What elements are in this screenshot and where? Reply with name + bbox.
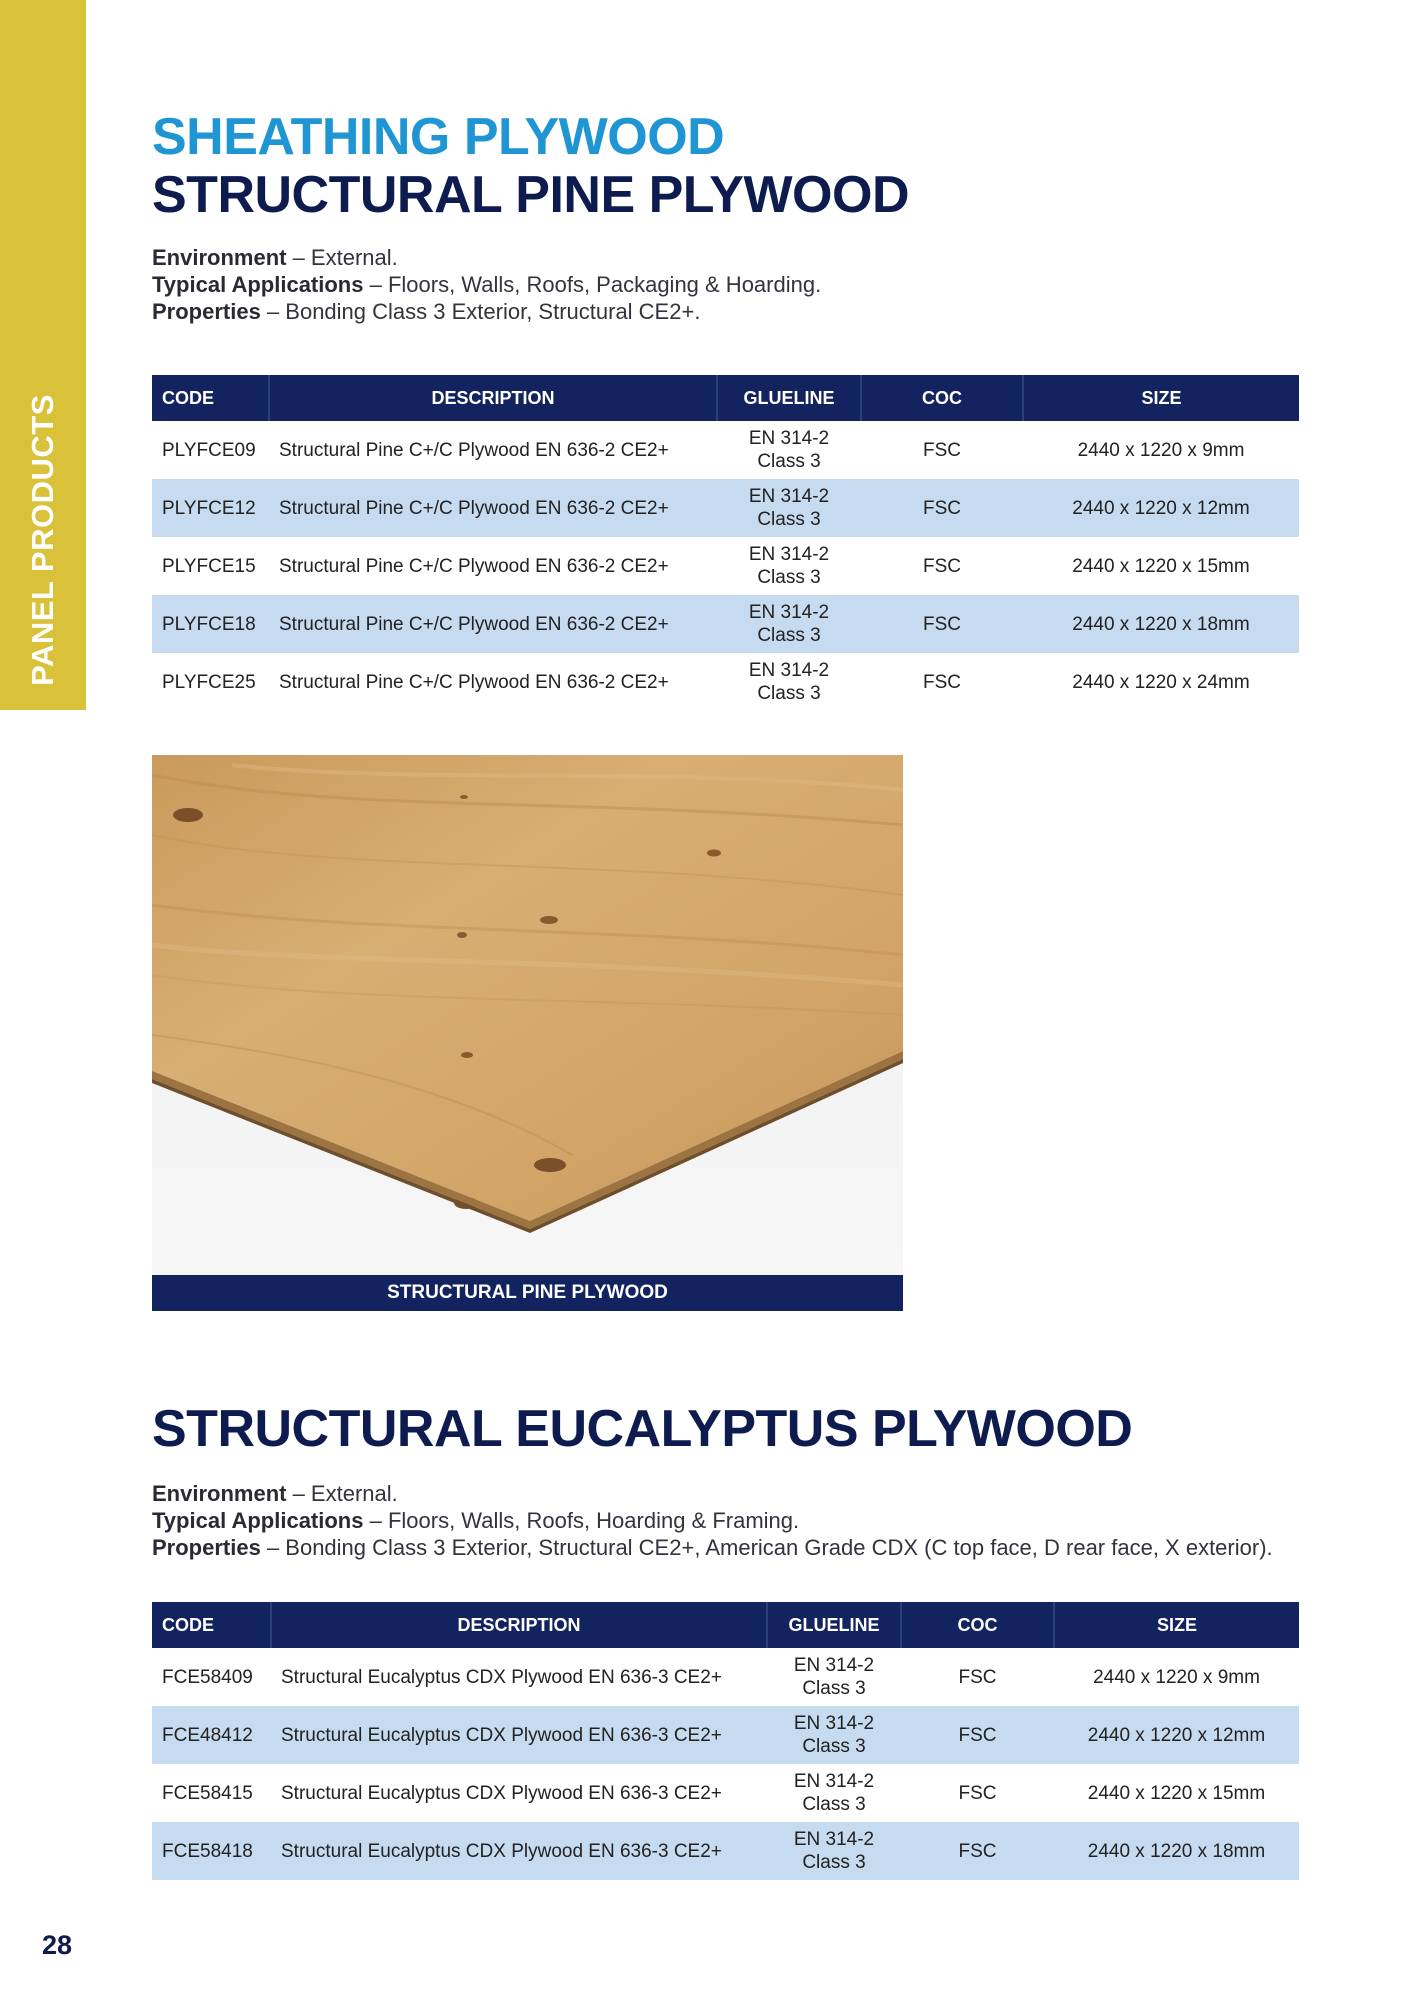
cell-description: Structural Pine C+/C Plywood EN 636-2 CE2+ xyxy=(279,439,669,461)
cell-coc: FSC xyxy=(958,1782,997,1804)
property-properties: Properties – Bonding Class 3 Exterior, Structural CE2+. xyxy=(152,299,701,324)
image-caption: STRUCTURAL PINE PLYWOOD xyxy=(152,1275,903,1311)
header-code: CODE xyxy=(152,1602,271,1648)
cell-size: 2440 x 1220 x 18mm xyxy=(1023,595,1299,653)
cell-code: FCE58418 xyxy=(152,1822,271,1880)
side-tab-label: PANEL PRODUCTS xyxy=(25,394,60,686)
header-glueline: GLUELINE xyxy=(717,375,861,421)
pine-spec-table xyxy=(152,375,1299,711)
cell-description: Structural Pine C+/C Plywood EN 636-2 CE2+ xyxy=(279,671,669,693)
cell-size: 2440 x 1220 x 9mm xyxy=(1077,439,1245,461)
properties-block xyxy=(152,1480,1273,1561)
cell-coc: FSC xyxy=(861,595,1023,653)
table-row xyxy=(152,595,1299,653)
property-environment: Environment – External. xyxy=(152,1481,398,1506)
cell-coc: FSC xyxy=(923,439,961,461)
cell-description: Structural Pine C+/C Plywood EN 636-2 CE2+ xyxy=(279,555,669,577)
header-code: CODE xyxy=(152,375,269,421)
cell-glueline: EN 314-2 Class 3 xyxy=(767,1822,901,1880)
cell-description: Structural Eucalyptus CDX Plywood EN 636-3 CE2+ xyxy=(271,1706,767,1764)
table-row xyxy=(152,653,1299,711)
section-title-pine: STRUCTURAL PINE PLYWOOD xyxy=(152,166,909,224)
cell-coc: FSC xyxy=(901,1706,1054,1764)
cell-code: FCE48412 xyxy=(152,1706,271,1764)
cell-size: 2440 x 1220 x 12mm xyxy=(1054,1706,1299,1764)
section-title-sheathing: SHEATHING PLYWOOD xyxy=(152,108,725,166)
properties-block xyxy=(152,244,909,325)
table-row xyxy=(152,421,1299,479)
cell-code: PLYFCE12 xyxy=(152,479,269,537)
table-row xyxy=(152,479,1299,537)
header-size: SIZE xyxy=(1023,375,1299,421)
cell-coc: FSC xyxy=(923,671,961,693)
table-row xyxy=(152,1764,1299,1822)
property-applications: Typical Applications – Floors, Walls, Roofs, Packaging & Hoarding. xyxy=(152,272,822,297)
header-size: SIZE xyxy=(1054,1602,1299,1648)
cell-glueline: EN 314-2 Class 3 xyxy=(748,544,830,588)
table-row xyxy=(152,1648,1299,1706)
cell-size: 2440 x 1220 x 12mm xyxy=(1023,479,1299,537)
header-coc: COC xyxy=(901,1602,1054,1648)
eucalyptus-spec-table xyxy=(152,1602,1299,1880)
property-applications: Typical Applications – Floors, Walls, Roofs, Hoarding & Framing. xyxy=(152,1508,800,1533)
cell-coc: FSC xyxy=(958,1666,997,1688)
section-pine xyxy=(152,108,909,325)
cell-glueline: EN 314-2 Class 3 xyxy=(767,1706,901,1764)
property-environment: Environment – External. xyxy=(152,245,398,270)
side-tab xyxy=(0,0,86,710)
cell-code: FCE58415 xyxy=(162,1782,253,1804)
header-description: DESCRIPTION xyxy=(269,375,717,421)
table-header-row xyxy=(152,1602,1299,1648)
cell-code: PLYFCE09 xyxy=(162,439,256,461)
plywood-image xyxy=(152,755,903,1275)
header-coc: COC xyxy=(861,375,1023,421)
cell-coc: FSC xyxy=(923,555,961,577)
cell-code: PLYFCE18 xyxy=(152,595,269,653)
property-properties: Properties – Bonding Class 3 Exterior, Structural CE2+, American Grade CDX (C top face, D rear face, X exterior). xyxy=(152,1535,1273,1560)
cell-coc: FSC xyxy=(861,479,1023,537)
cell-glueline: EN 314-2 Class 3 xyxy=(717,595,861,653)
cell-glueline: EN 314-2 Class 3 xyxy=(793,1771,875,1815)
cell-size: 2440 x 1220 x 9mm xyxy=(1093,1666,1260,1688)
cell-description: Structural Pine C+/C Plywood EN 636-2 CE2+ xyxy=(269,479,717,537)
cell-description: Structural Pine C+/C Plywood EN 636-2 CE2+ xyxy=(269,595,717,653)
cell-description: Structural Eucalyptus CDX Plywood EN 636-3 CE2+ xyxy=(281,1666,722,1688)
table-row xyxy=(152,537,1299,595)
cell-code: PLYFCE25 xyxy=(162,671,256,693)
table-header-row xyxy=(152,375,1299,421)
product-image-block xyxy=(152,755,903,1311)
table-row xyxy=(152,1822,1299,1880)
section-title-eucalyptus: STRUCTURAL EUCALYPTUS PLYWOOD xyxy=(152,1400,1133,1458)
section-eucalyptus xyxy=(152,1400,1273,1561)
header-description: DESCRIPTION xyxy=(271,1602,767,1648)
cell-code: PLYFCE15 xyxy=(162,555,256,577)
cell-description: Structural Eucalyptus CDX Plywood EN 636-3 CE2+ xyxy=(281,1782,722,1804)
cell-glueline: EN 314-2 Class 3 xyxy=(717,479,861,537)
page-number: 28 xyxy=(42,1930,73,1960)
cell-size: 2440 x 1220 x 24mm xyxy=(1072,671,1250,693)
plywood-illustration xyxy=(152,755,903,1275)
cell-coc: FSC xyxy=(901,1822,1054,1880)
header-glueline: GLUELINE xyxy=(767,1602,901,1648)
cell-description: Structural Eucalyptus CDX Plywood EN 636-3 CE2+ xyxy=(271,1822,767,1880)
table-row xyxy=(152,1706,1299,1764)
cell-glueline: EN 314-2 Class 3 xyxy=(748,428,830,472)
cell-size: 2440 x 1220 x 15mm xyxy=(1072,555,1250,577)
cell-size: 2440 x 1220 x 15mm xyxy=(1087,1782,1266,1804)
cell-glueline: EN 314-2 Class 3 xyxy=(748,660,830,704)
cell-glueline: EN 314-2 Class 3 xyxy=(793,1655,875,1699)
cell-size: 2440 x 1220 x 18mm xyxy=(1054,1822,1299,1880)
cell-code: FCE58409 xyxy=(162,1666,253,1688)
